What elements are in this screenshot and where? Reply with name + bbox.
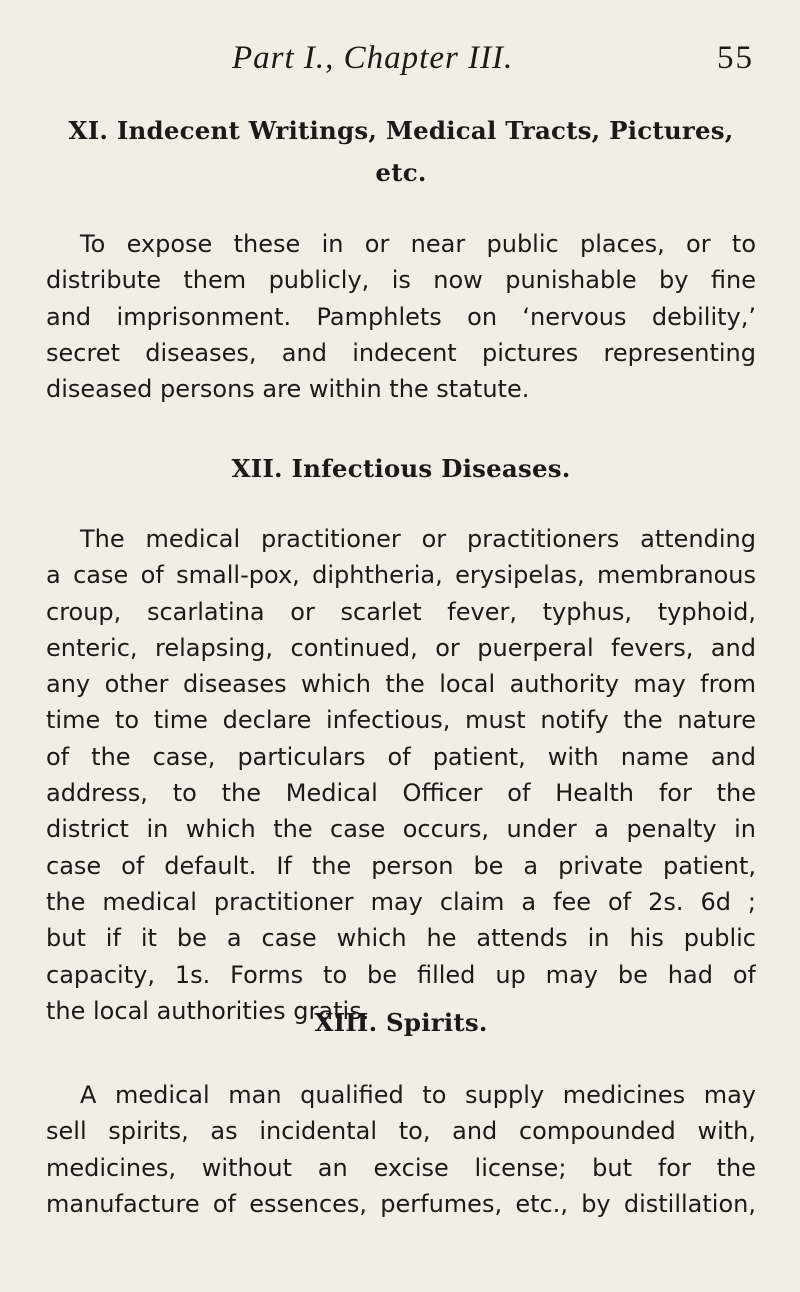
text-line: sell spirits, as incidental to, and compounded with, <box>46 1117 756 1146</box>
section-heading-xii <box>46 448 756 490</box>
text-line: croup, scarlatina or scarlet fever, typhus, typhoid, <box>46 597 756 626</box>
text-line: medicines, without an excise license; but for the <box>46 1153 756 1182</box>
section-body-xi <box>46 226 756 407</box>
section-body-xiii <box>46 1077 756 1222</box>
text-line: but if it be a case which he attends in his public <box>46 924 756 953</box>
section-heading-xi <box>46 110 756 194</box>
text-line: the local authorities gratis. <box>46 996 370 1025</box>
text-line: The medical practitioner or practitioners attending <box>80 525 756 553</box>
text-line: diseased persons are within the statute. <box>46 375 530 404</box>
section-heading-line: XIII. Spirits. <box>314 1008 488 1037</box>
text-line: address, to the Medical Officer of Health for the <box>46 779 756 808</box>
running-head-title: Part I., Chapter III. <box>232 40 514 76</box>
section-body-xii <box>46 521 756 1029</box>
text-line: a case of small-pox, diphtheria, erysipelas, membranous <box>46 561 756 590</box>
text-line: case of default. If the person be a private patient, <box>46 851 756 880</box>
text-line: A medical man qualified to supply medicines may <box>80 1081 756 1109</box>
text-line: any other diseases which the local authority may from <box>46 670 756 699</box>
page-number: 55 <box>717 40 754 76</box>
text-line: To expose these in or near public places, or to <box>80 230 756 258</box>
text-line: capacity, 1s. Forms to be filled up may be had of <box>46 960 756 989</box>
text-line: the medical practitioner may claim a fee of 2s. 6d ; <box>46 887 756 916</box>
text-line: manufacture of essences, perfumes, etc., by distillation, <box>46 1189 756 1218</box>
section-heading-line: XII. Infectious Diseases. <box>231 454 571 483</box>
text-line: district in which the case occurs, under a penalty in <box>46 815 756 844</box>
section-heading-line: XI. Indecent Writings, Medical Tracts, Pictures, <box>68 116 734 145</box>
text-line: and imprisonment. Pamphlets on ‘nervous debility,’ <box>46 302 756 331</box>
section-heading-xiii <box>46 1002 756 1044</box>
text-line: of the case, particulars of patient, with name and <box>46 742 756 771</box>
text-line: distribute them publicly, is now punishable by fine <box>46 266 756 295</box>
text-line: secret diseases, and indecent pictures representing <box>46 338 756 367</box>
running-head <box>0 40 800 80</box>
text-line: enteric, relapsing, continued, or puerperal fevers, and <box>46 633 756 662</box>
section-heading-line: etc. <box>375 158 427 187</box>
text-line: time to time declare infectious, must notify the nature <box>46 706 756 735</box>
